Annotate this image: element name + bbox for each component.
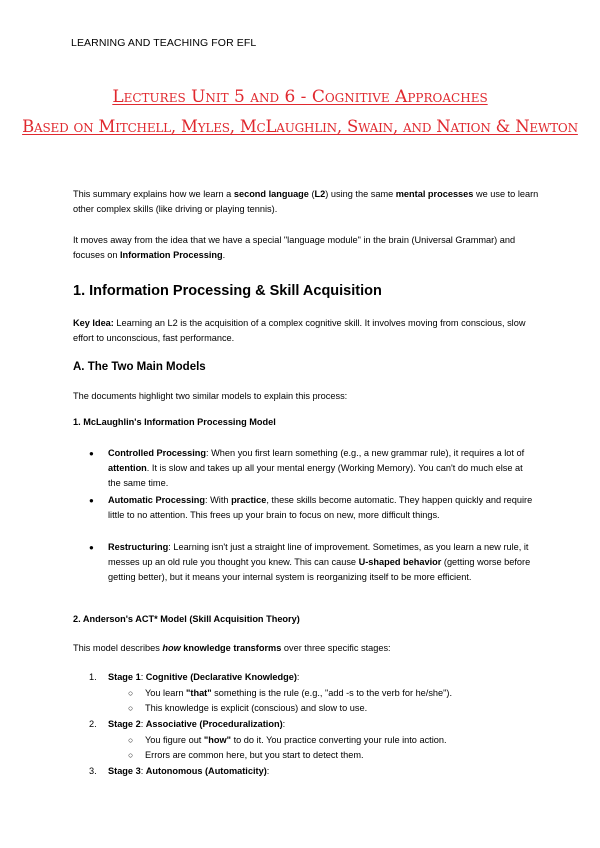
document-subtitle: Based on Mitchell, Myles, McLaughlin, Swain, and Nation & Newton bbox=[22, 117, 578, 136]
stage-1-sub-2: ○ This knowledge is explicit (conscious) and slow to use. bbox=[145, 701, 545, 716]
intro-paragraph-2: It moves away from the idea that we have a special "language module" in the brain (Universal Grammar) and focuses on Information Processing. bbox=[73, 235, 516, 260]
model-1-heading: 1. McLaughlin's Information Processing Model bbox=[73, 417, 276, 427]
stage-3-item: 3. Stage 3: Autonomous (Automaticity): bbox=[89, 766, 270, 776]
bullet-dot: ● bbox=[89, 449, 94, 458]
list-item-controlled-processing: ● Controlled Processing: When you first learn something (e.g., a new grammar rule), it requires a lot of attention. It is slow and takes up all your mental energy (Working Memory). You can't do much else at the same time. bbox=[89, 448, 525, 488]
stage-2-sub-1: ○ You figure out "how" to do it. You practice converting your rule into action. bbox=[145, 733, 545, 748]
bullet-dot: ● bbox=[89, 496, 94, 505]
stage-1-item: 1. Stage 1: Cognitive (Declarative Knowledge): bbox=[89, 672, 300, 682]
model-2-heading: 2. Anderson's ACT* Model (Skill Acquisition Theory) bbox=[73, 614, 300, 624]
section-a-heading: A. The Two Main Models bbox=[73, 361, 206, 373]
section-a-intro: The documents highlight two similar models to explain this process: bbox=[73, 391, 348, 401]
page-header: LEARNING AND TEACHING FOR EFL bbox=[71, 37, 257, 49]
model-2-intro: This model describes how knowledge transforms over three specific stages: bbox=[73, 643, 391, 653]
stage-2-sub-2: ○ Errors are common here, but you start to detect them. bbox=[145, 748, 545, 763]
section-1-heading: 1. Information Processing & Skill Acquisition bbox=[73, 283, 382, 299]
stage-1-sub-1: ○ You learn "that" something is the rule (e.g., "add -s to the verb for he/she"). bbox=[145, 686, 545, 701]
document-title: Lectures Unit 5 and 6 - Cognitive Approaches bbox=[112, 87, 488, 107]
circle-bullet-icon: ○ bbox=[128, 735, 134, 745]
bullet-dot: ● bbox=[89, 543, 94, 552]
intro-paragraph-1: This summary explains how we learn a second language (L2) using the same mental processes we use to learn other complex skills (like driving or playing tennis). bbox=[73, 189, 539, 214]
key-idea-paragraph: Key Idea: Learning an L2 is the acquisition of a complex cognitive skill. It involves moving from conscious, slow effort to unconscious, fast performance. bbox=[73, 318, 526, 343]
stage-2-item: 2. Stage 2: Associative (Proceduralization): bbox=[89, 719, 286, 729]
circle-bullet-icon: ○ bbox=[128, 703, 134, 713]
list-item-restructuring: ● Restructuring: Learning isn't just a straight line of improvement. Sometimes, as you learn a new rule, it messes up an old rule you thought you knew. This can cause U-shaped behavior (getting worse before getting better), but it means your internal system is reorganizing itself to be more efficient. bbox=[89, 542, 531, 582]
list-item-automatic-processing: ● Automatic Processing: With practice, these skills become automatic. They happen quickly and require little to no attention. This frees up your brain to focus on new, more difficult things. bbox=[89, 495, 533, 520]
circle-bullet-icon: ○ bbox=[128, 688, 134, 698]
circle-bullet-icon: ○ bbox=[128, 750, 134, 760]
